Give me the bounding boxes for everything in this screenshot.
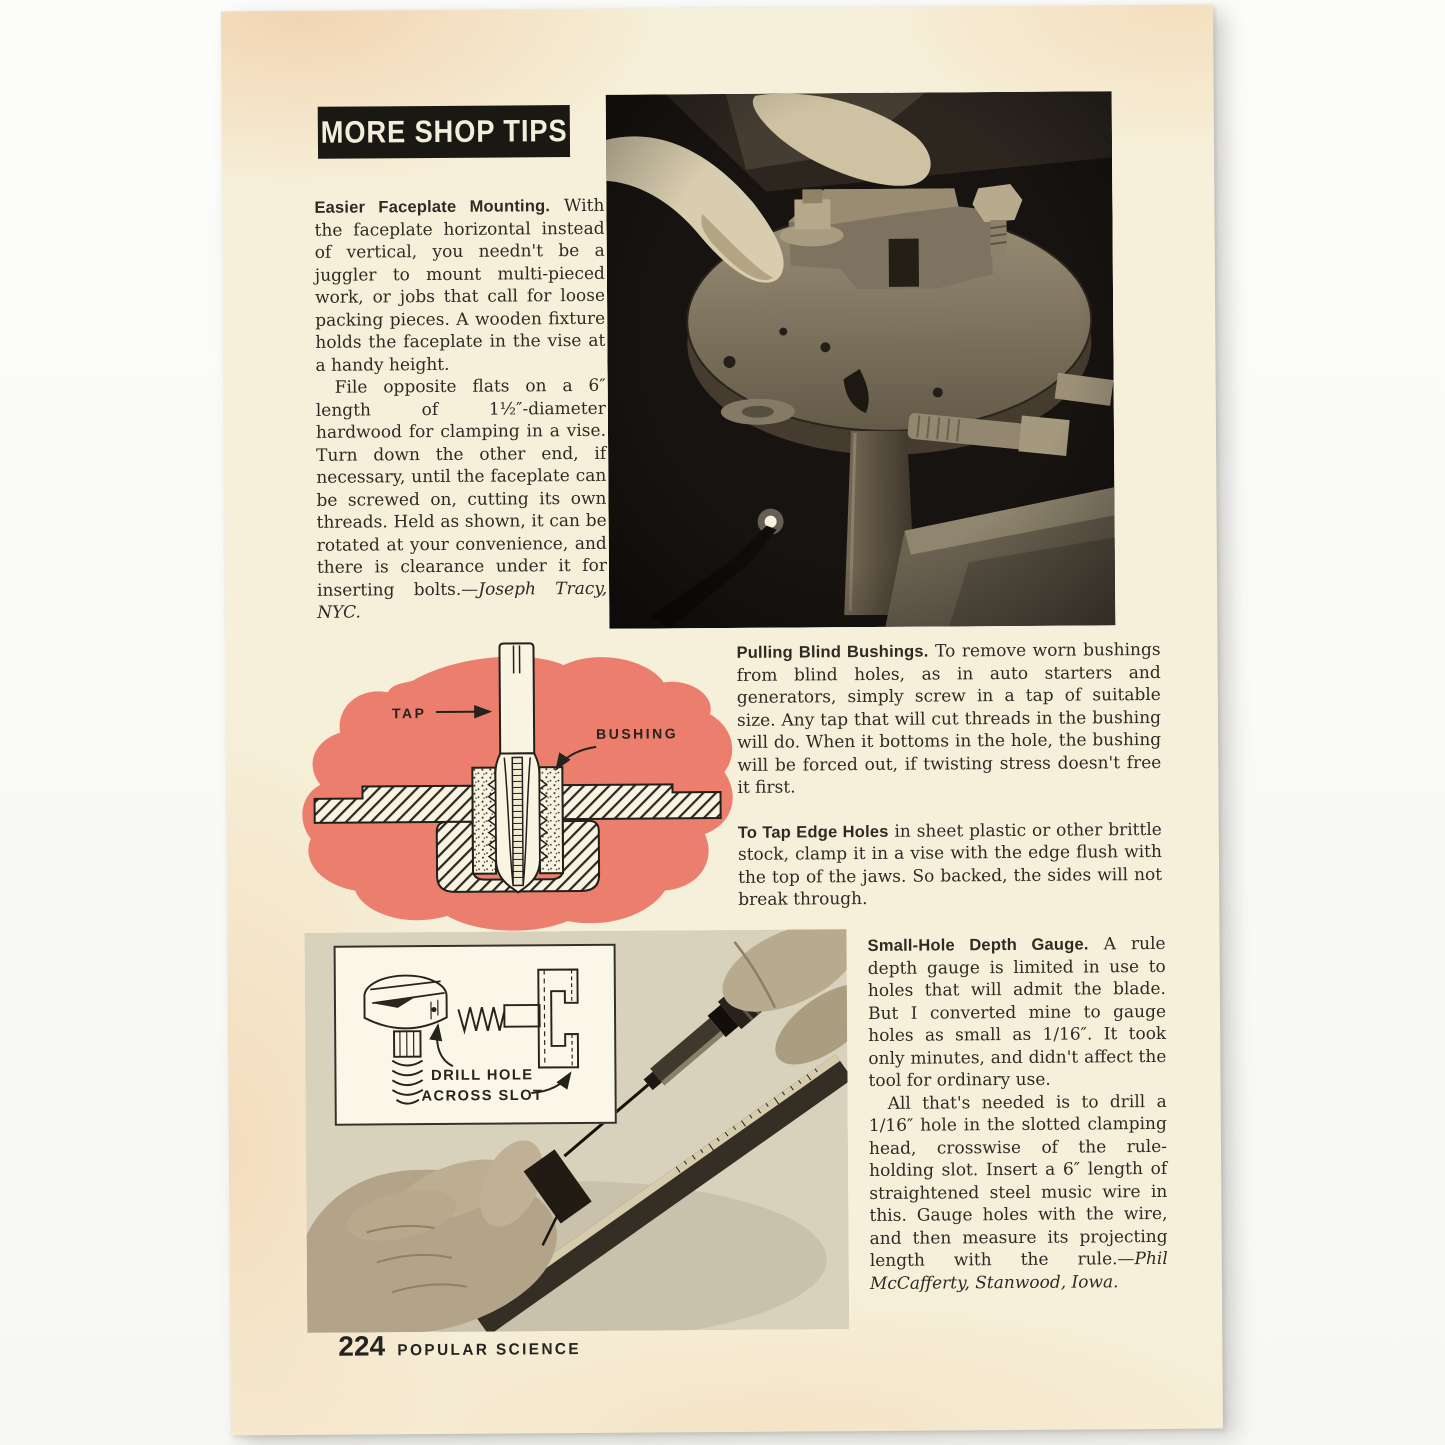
page-number: 224 [338,1330,386,1362]
magazine-page [221,5,1223,1436]
edge-holes-paragraph [738,818,1163,911]
depth-gauge-lead-in: Small-Hole Depth Gauge. [867,935,1089,955]
faceplate-byline: —Joseph Tracy, NYC. [317,578,608,623]
inset-screw-diagram [334,944,617,1126]
bushings-paragraph [736,639,1161,799]
section-banner [318,105,570,159]
diagram-tap-bushing-image [295,638,739,939]
depth-gauge-byline: —Phil McCafferty, Stanwood, Iowa. [869,1248,1168,1294]
article-faceplate [314,195,607,625]
diagram-tap-bushing [295,638,739,939]
photo-faceplate-vise [606,91,1116,629]
edge-holes-lead-in: To Tap Edge Holes [737,822,889,842]
diagram-label-bushing: BUSHING [596,725,679,742]
depth-gauge-body-1: A rule depth gauge is limited in use to holes that will admit the blade. But I converted mine to gauge holes as small as 1/16″. It took only minutes, and didn't affect the tool for ordinary use. [867,933,1167,1091]
faceplate-body-1: With the faceplate horizontal instead of vertical, you needn't be a juggler to mount multi-pieced work, or jobs that call for loose packing pieces. A wooden fixture holds the faceplate in the vise at a handy height. [314,195,606,376]
edge-holes-body: in sheet plastic or other brittle stock, clamp it in a vise with the edge flush with the top of the jaws. So backed, the sides will not break through. [737,819,1163,910]
magazine-name: POPULAR SCIENCE [397,1341,581,1360]
article-depth-gauge [868,933,1169,1295]
faceplate-paragraph-2 [316,375,608,625]
depth-gauge-paragraph-2 [869,1090,1168,1295]
depth-gauge-paragraph-1 [868,933,1167,1093]
faceplate-lead-in: Easier Faceplate Mounting. [314,197,551,217]
photo-depth-gauge [304,929,849,1333]
photo-faceplate-vise-image [606,91,1116,629]
inset-label-line2: ACROSS SLOT [421,1087,544,1105]
diagram-label-tap: TAP [391,705,427,722]
bushings-body: To remove worn bushings from blind holes, as in auto starters and generators, simply screw in a tap of suitable size. Any tap that will cut threads in the bushing will do. When it bottoms in the hole, the bushing will be forced out, if twisting stress doesn't free it first. [736,639,1162,798]
faceplate-body-2: File opposite flats on a 6″ length of 1½″-diameter hardwood for clamping in a vise. Turn down the other end, if necessary, until the faceplate can be screwed on, cutting its own threads. Held as shown, it can be rotated at your convenience, and there is clearance under it for inserting bolts. [315,375,607,601]
depth-gauge-body-2: All that's needed is to drill a 1/16″ hole in the slotted clamping head, crosswise of the rule-holding slot. Insert a 6″ length of straightened steel music wire in this. Gauge holes with the wire, and then measure its projecting length with the rule. [868,1091,1168,1271]
section-banner-title: MORE SHOP TIPS [320,113,568,150]
inset-label-line1: DRILL HOLE [431,1067,534,1085]
faceplate-paragraph-1 [314,195,605,377]
bushings-lead-in: Pulling Blind Bushings. [736,642,929,662]
inset-screw-diagram-image [336,946,615,1124]
page-footer [338,1329,588,1363]
articles-right-middle [736,639,1162,911]
